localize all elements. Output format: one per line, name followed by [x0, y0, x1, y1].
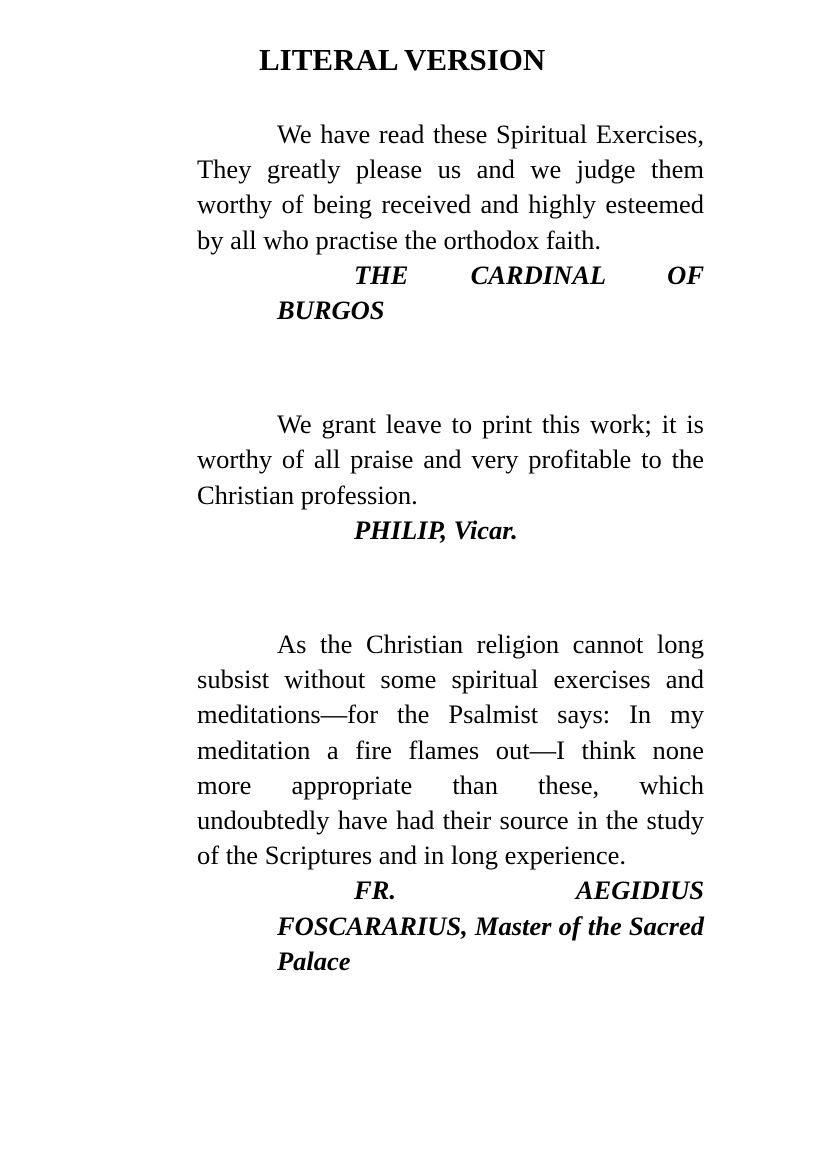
page-title: LITERAL VERSION	[259, 42, 546, 77]
document-page	[197, 38, 704, 979]
approval-paragraph-2: We grant leave to print this work; it is worthy of all praise and very profitable to the Christian profession.	[197, 409, 704, 510]
approval-signature-3: FR. AEGIDIUS FOSCARARIUS, Master of the Sacred Palace	[277, 875, 704, 976]
approval-signature-1: THE CARDINAL OF BURGOS	[277, 259, 704, 326]
approval-paragraph-1: We have read these Spiritual Exercises, They greatly please us and we judge them worthy of being received and highly esteemed by all who practise the orthodox faith.	[197, 119, 704, 255]
approval-paragraph-3: As the Christian religion cannot long subsist without some spiritual exercises and meditations—for the Psalmist says: In my meditation a fire flames out—I think none more appropriate than these, which undoubtedly have had their source in the study of the Scriptures and in long experience.	[197, 629, 704, 871]
approval-signature-2: PHILIP, Vicar.	[354, 514, 518, 545]
